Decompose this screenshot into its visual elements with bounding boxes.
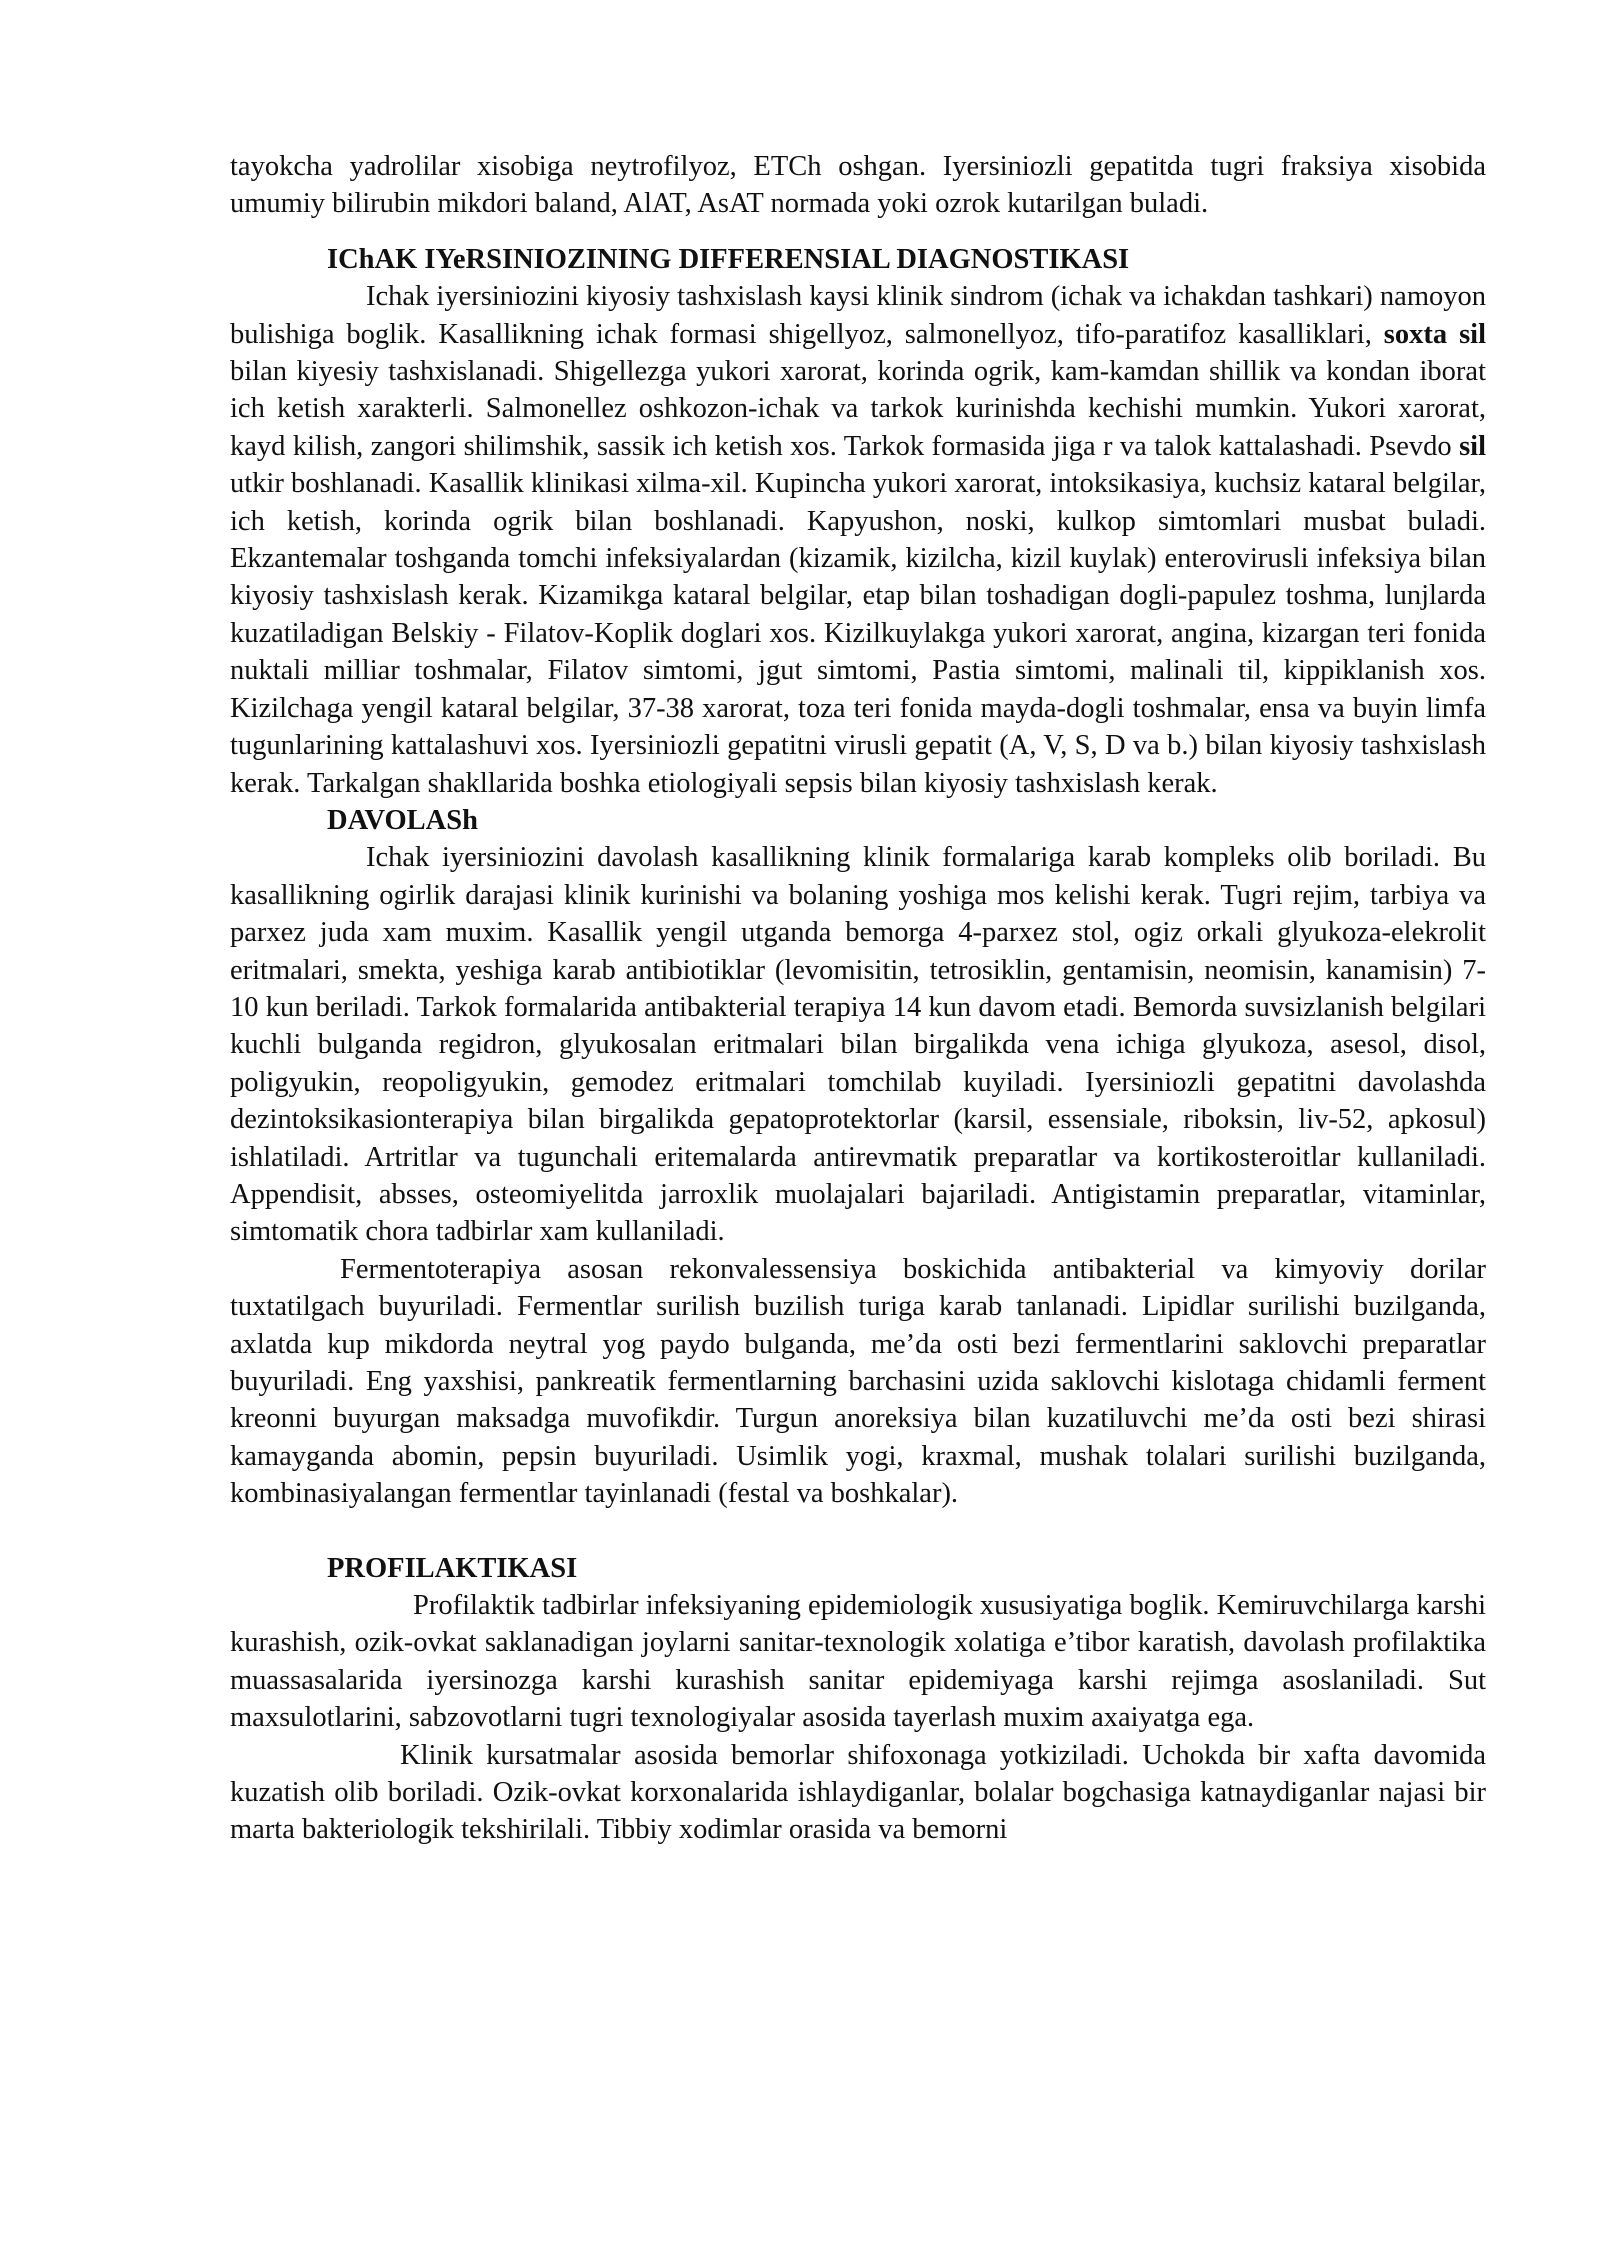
heading-treatment: DAVOLASh: [327, 804, 478, 836]
term-soxta-sil: soxta sil: [1383, 318, 1486, 350]
heading-prevention: PROFILAKTIKASI: [327, 1552, 578, 1584]
diagnostics-paragraph: [230, 278, 1486, 802]
prevention-paragraph-2: Klinik kursatmalar asosida bemorlar shifoxonaga yotkiziladi. Uchokda bir xafta davomida kuzatish olib boriladi. Ozik-ovkat korxonalarida ishlaydiganlar, bolalar bogchasiga katnaydiganlar najasi bir marta bakteriologik tekshirilali. Tibbiy xodimlar orasida va bemorni: [230, 1739, 1486, 1846]
intro-paragraph: tayokcha yadrolilar xisobiga neytrofilyoz, ETCh oshgan. Iyersiniozli gepatitda tugri fraksiya xisobida umumiy bilirubin mikdori baland, AlAT, AsAT normada yoki ozrok kutarilgan buladi.: [230, 151, 1486, 220]
term-sil: sil: [1459, 430, 1486, 462]
treatment-paragraph-2: Fermentoterapiya asosan rekonvalessensiya boskichida antibakterial va kimyoviy dorilar tuxtatilgach buyuriladi. Fermentlar surilish buzilish turiga karab tanlanadi. Lipidlar surilishi buzilganda, axlatda kup mikdorda neytral yog paydo bulganda, me’da osti bezi fermentlarini saklovchi preparatlar buyuriladi. Eng yaxshisi, pankreatik fermentlarning barchasini uzida saklovchi kislotaga chidamli ferment kreonni buyurgan maksadga muvofikdir. Turgun anoreksiya bilan kuzatiluvchi me’da osti bezi shirasi kamayganda abomin, pepsin buyuriladi. Usimlik yogi, kraxmal, mushak tolalari surilishi buzilganda, kombinasiyalangan fermentlar tayinlanadi (festal va boshkalar).: [230, 1253, 1486, 1510]
diagnostics-text-part-3: utkir boshlanadi. Kasallik klinikasi xilma-xil. Kupincha yukori xarorat, intoksikasiya, kuchsiz kataral belgilar, ich ketish, korinda ogrik bilan boshlanadi. Kapyushon, noski, kulkop simtomlari musbat buladi. Ekzantemalar toshganda tomchi infeksiyalardan (kizamik, kizilcha, kizil kuylak) enterovirusli infeksiya bilan kiyosiy tashxislash kerak. Kizamikga kataral belgilar, etap bilan toshadigan dogli-papulez toshma, lunjlarda kuzatiladigan Belskiy - Filatov-Koplik doglari xos. Kizilkuylakga yukori xarorat, angina, kizargan teri fonida nuktali milliar toshmalar, Filatov simtomi, jgut simtomi, Pastia simtomi, malinali til, kippiklanish xos. Kizilchaga yengil kataral belgilar, 37-38 xarorat, toza teri fonida mayda-dogli toshmalar, ensa va buyin limfa tugunlarining kattalashuvi xos. Iyersiniozli gepatitni virusli gepatit (A, V, S, D va b.) bilan kiyosiy tashxislash kerak. Tarkalgan shakllarida boshka etiologiyali sepsis bilan kiyosiy tashxislash kerak.: [230, 468, 1486, 799]
diagnostics-text-part-2: bilan kiyesiy tashxislanadi. Shigellezga yukori xarorat, korinda ogrik, kam-kamdan shillik va kondan iborat ich ketish xarakterli. Salmonellez oshkozon-ichak va tarkok kurinishda kechishi mumkin. Yukori xarorat, kayd kilish, zangori shilimshik, sassik ich ketish xos. Tarkok formasida jiga r va talok kattalashadi. Psevdo: [230, 356, 1486, 462]
document-page: [230, 148, 1486, 1849]
heading-differential-diagnostics: IChAK IYeRSINIOZINING DIFFERENSIAL DIAGNOSTIKASI: [327, 243, 1130, 275]
treatment-paragraph-1: Ichak iyersiniozini davolash kasallikning klinik formalariga karab kompleks olib boriladi. Bu kasallikning ogirlik darajasi klinik kurinishi va bolaning yoshiga mos kelishi kerak. Tugri rejim, tarbiya va parxez juda xam muxim. Kasallik yengil utganda bemorga 4-parxez stol, ogiz orkali glyukoza-elekrolit eritmalari, smekta, yeshiga karab antibiotiklar (levomisitin, tetrosiklin, gentamisin, neomisin, kanamisin) 7-10 kun beriladi. Tarkok formalarida antibakterial terapiya 14 kun davom etadi. Bemorda suvsizlanish belgilari kuchli bulganda regidron, glyukosalan eritmalari bilan birgalikda vena ichiga glyukoza, asesol, disol, poligyukin, reopoligyukin, gemodez eritmalari tomchilab kuyiladi. Iyersiniozli gepatitni davolashda dezintoksikasionterapiya bilan birgalikda gepatoprotektorlar (karsil, essensiale, riboksin, liv-52, apkosul) ishlatiladi. Artritlar va tugunchali eritemalarda antirevmatik preparatlar va kortikosteroitlar kullaniladi. Appendisit, absses, osteomiyelitda jarroxlik muolajalari bajariladi. Antigistamin preparatlar, vitaminlar, simtomatik chora tadbirlar xam kullaniladi.: [230, 842, 1486, 1248]
prevention-paragraph-1: Profilaktik tadbirlar infeksiyaning epidemiologik xususiyatiga boglik. Kemiruvchilarga karshi kurashish, ozik-ovkat saklanadigan joylarni sanitar-texnologik xolatiga e’tibor karatish, davolash profilaktika muassasalarida iyersinozga karshi kurashish sanitar epidemiyaga karshi rejimga asoslaniladi. Sut maxsulotlarini, sabzovotlarni tugri texnologiyalar asosida tayerlash muxim axaiyatga ega.: [230, 1590, 1486, 1734]
diagnostics-text-part-1: Ichak iyersiniozini kiyosiy tashxislash kaysi klinik sindrom (ichak va ichakdan tashkari) namoyon bulishiga boglik. Kasallikning ichak formasi shigellyoz, salmonellyoz, tifo-paratifoz kasalliklari,: [230, 281, 1486, 350]
